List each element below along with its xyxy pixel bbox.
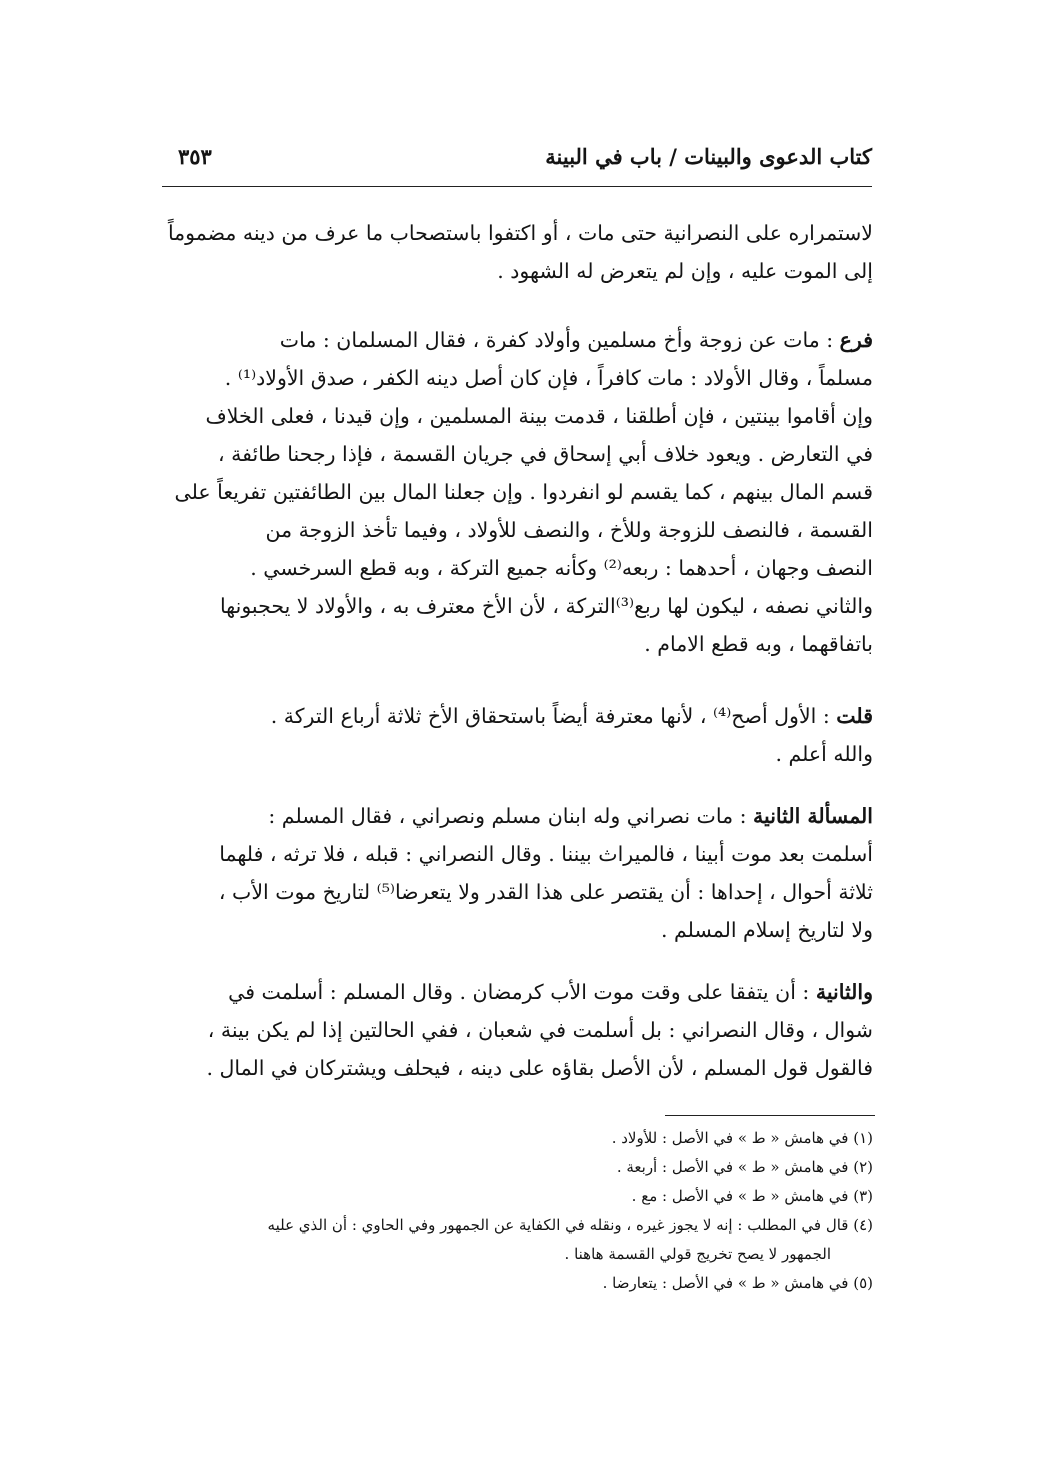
running-header bbox=[160, 144, 872, 180]
footnote: (١) في هامش « ط » في الأصل : للأولاد . bbox=[611, 1129, 873, 1147]
footnotes bbox=[163, 1124, 873, 1298]
footnote: (٢) في هامش « ط » في الأصل : أربعة . bbox=[616, 1158, 873, 1176]
text-line: والله أعلم . bbox=[775, 742, 873, 766]
footnote: (٥) في هامش « ط » في الأصل : يتعارضا . bbox=[602, 1274, 873, 1292]
header-divider bbox=[162, 186, 872, 187]
text-line: فرع : مات عن زوجة وأخ مسلمين وأولاد كفرة ، فقال المسلمان : مات bbox=[279, 328, 873, 352]
paragraph-second-issue bbox=[163, 797, 873, 949]
text-line: المسألة الثانية : مات نصراني وله ابنان مسلم ونصراني ، فقال المسلم : bbox=[268, 804, 873, 828]
section-lead: قلت bbox=[836, 704, 873, 728]
section-lead: المسألة الثانية bbox=[753, 804, 873, 828]
text-line: إلى الموت عليه ، وإن لم يتعرض له الشهود . bbox=[497, 259, 873, 283]
text-line: باتفاقهما ، وبه قطع الامام . bbox=[644, 632, 873, 656]
section-lead: فرع bbox=[839, 328, 873, 352]
text-line: ولا لتاريخ إسلام المسلم . bbox=[661, 918, 873, 942]
text-line: فالقول قول المسلم ، لأن الأصل بقاؤه على دينه ، فيحلف ويشتركان في المال . bbox=[206, 1056, 873, 1080]
footnote-divider bbox=[665, 1115, 875, 1116]
text-line: لاستمراره على النصرانية حتى مات ، أو اكتفوا باستصحاب ما عرف من دينه مضموماً bbox=[167, 221, 873, 245]
text-line: القسمة ، فالنصف للزوجة وللأخ ، والنصف للأولاد ، وفيما تأخذ الزوجة من bbox=[265, 518, 873, 542]
footnote: (٤) قال في المطلب : إنه لا يجوز غيره ، ونقله في الكفاية عن الجمهور وفي الحاوي : أن الذي عليه bbox=[267, 1216, 873, 1234]
text-line: قلت : الأول أصح⁽⁴⁾ ، لأنها معترفة أيضاً باستحقاق الأخ ثلاثة أرباع التركة . bbox=[270, 704, 873, 728]
section-lead: والثانية bbox=[815, 980, 873, 1004]
paragraph-continuation bbox=[163, 214, 873, 290]
text-line: قسم المال بينهم ، كما يقسم لو انفردوا . وإن جعلنا المال بين الطائفتين تفريعاً على bbox=[174, 480, 873, 504]
text-line: أسلمت بعد موت أبينا ، فالميراث بيننا . وقال النصراني : قبله ، فلا ترثه ، فلهما bbox=[219, 842, 873, 866]
footnote: (٣) في هامش « ط » في الأصل : مع . bbox=[631, 1187, 873, 1205]
text-line: في التعارض . ويعود خلاف أبي إسحاق في جريان القسمة ، فإذا رجحنا طائفة ، bbox=[218, 442, 873, 466]
text-line: ثلاثة أحوال ، إحداها : أن يقتصر على هذا القدر ولا يتعرضا⁽⁵⁾ لتاريخ موت الأب ، bbox=[218, 880, 873, 904]
paragraph-far bbox=[163, 321, 873, 663]
text-line: مسلماً ، وقال الأولاد : مات كافراً ، فإن كان أصل دينه الكفر ، صدق الأولاد⁽¹⁾ . bbox=[224, 366, 873, 390]
text-line: وإن أقاموا بينتين ، فإن أطلقنا ، قدمت بينة المسلمين ، وإن قيدنا ، فعلى الخلاف bbox=[205, 404, 873, 428]
paragraph-qultu bbox=[163, 697, 873, 773]
text-line: شوال ، وقال النصراني : بل أسلمت في شعبان ، ففي الحالتين إذا لم يكن بينة ، bbox=[207, 1018, 873, 1042]
text-line: والثانية : أن يتفقا على وقت موت الأب كرمضان . وقال المسلم : أسلمت في bbox=[228, 980, 873, 1004]
text-line: والثاني نصفه ، ليكون لها ربع⁽³⁾التركة ، لأن الأخ معترف به ، والأولاد لا يحجبونها bbox=[219, 594, 873, 618]
paragraph-second-case bbox=[163, 973, 873, 1087]
page-number: ٣٥٣ bbox=[178, 144, 212, 169]
chapter-title: كتاب الدعوى والبينات / باب في البينة bbox=[545, 144, 872, 169]
footnote-continuation: الجمهور لا يصح تخريج قولي القسمة هاهنا . bbox=[564, 1245, 831, 1263]
text-line: النصف وجهان ، أحدهما : ربعه⁽²⁾ وكأنه جميع التركة ، وبه قطع السرخسي . bbox=[250, 556, 873, 580]
